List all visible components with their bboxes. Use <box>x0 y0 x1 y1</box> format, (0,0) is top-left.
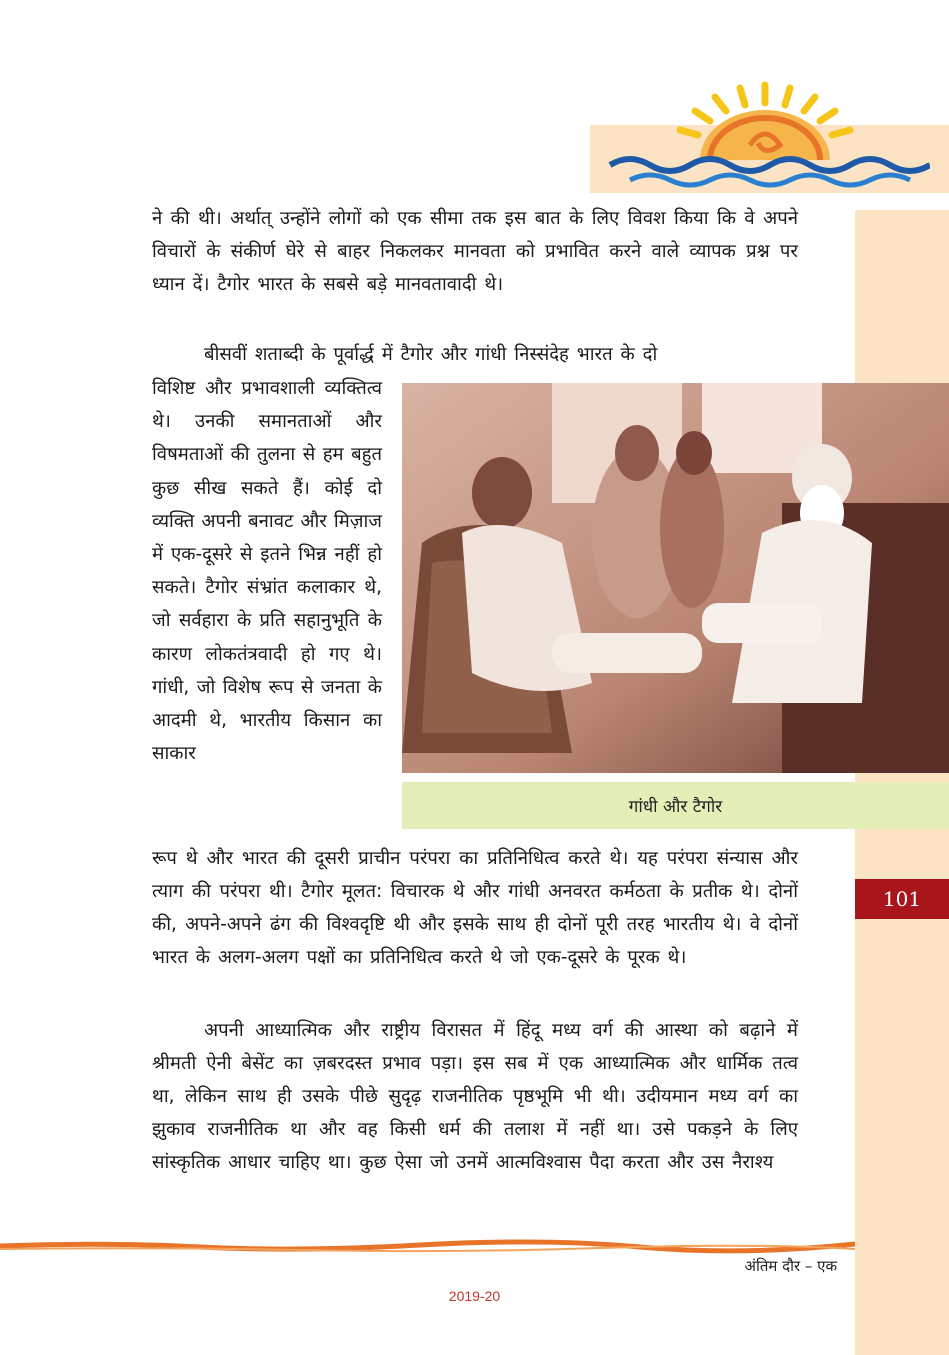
paragraph-2-first-line <box>152 338 798 371</box>
figure-caption: गांधी और टैगोर <box>628 797 723 817</box>
figure-caption-box <box>402 782 949 829</box>
sun-decoration <box>600 75 930 200</box>
paragraph-2-continuation: रूप थे और भारत की दूसरी प्राचीन परंपरा का प्रतिनिधित्व करते थे। यह परंपरा संन्यास और त्याग की परंपरा थी। टैगोर मूलत: विचारक थे और गांधी अनवरत कर्मठता के प्रतीक थे। दोनों की, अपने-अपने ढंग की विश्वदृष्टि थी और इसके साथ ही दोनों पूरी तरह भारतीय थे। वे दोनों भारत के अलग-अलग पक्षों का प्रतिनिधित्व करते थे जो एक-दूसरे के पूरक थे। <box>152 848 798 968</box>
photo-illustration <box>402 383 949 773</box>
running-footer: अंतिम दौर – एक <box>744 1257 837 1275</box>
edition-year: 2019-20 <box>448 1288 501 1304</box>
paragraph-2-line-1: बीसवीं शताब्दी के पूर्वार्द्ध में टैगोर और गांधी निस्संदेह भारत के दो <box>204 344 658 365</box>
footer-rule <box>0 1238 855 1254</box>
page-number-badge: 101 <box>855 879 949 919</box>
paragraph-1: ने की थी। अर्थात् उन्होंने लोगों को एक सीमा तक इस बात के लिए विवश किया कि वे अपने विचारों के संकीर्ण घेरे से बाहर निकलकर मानवता को प्रभावित करने वाले व्यापक प्रश्न पर ध्यान दें। टैगोर भारत के सबसे बड़े मानवतावादी थे। <box>152 208 798 295</box>
gandhi-tagore-photo <box>402 383 949 773</box>
paragraph-2-wrapped-text: विशिष्ट और प्रभावशाली व्यक्तित्व थे। उनकी समानताओं और विषमताओं की तुलना से हम बहुत कुछ सीख सकते हैं। कोई दो व्यक्ति अपनी बनावट और मिज़ाज में एक-दूसरे से इतने भिन्न नहीं हो सकते। टैगोर संभ्रांत कलाकार थे, जो सर्वहारा के प्रति सहानुभूति के कारण लोकतंत्रवादी हो गए थे। गांधी, जो विशेष रूप से जनता के आदमी थे, भारतीय किसान का साकार <box>152 378 382 765</box>
paragraph-3: अपनी आध्यात्मिक और राष्ट्रीय विरासत में हिंदू मध्य वर्ग की आस्था को बढ़ाने में श्रीमती ऐनी बेसेंट का ज़बरदस्त प्रभाव पड़ा। इस सब में एक आध्यात्मिक और धार्मिक तत्व था, लेकिन साथ ही उसके पीछे सुदृढ़ राजनीतिक पृष्ठभूमि भी थी। उदीयमान मध्य वर्ग का झुकाव राजनीतिक था और वह किसी धर्म की तलाश में नहीं था। उसे पकड़ने के लिए सांस्कृतिक आधार चाहिए था। कुछ ऐसा जो उनमें आत्मविश्वास पैदा करता और उस नैराश्य <box>152 1020 798 1173</box>
